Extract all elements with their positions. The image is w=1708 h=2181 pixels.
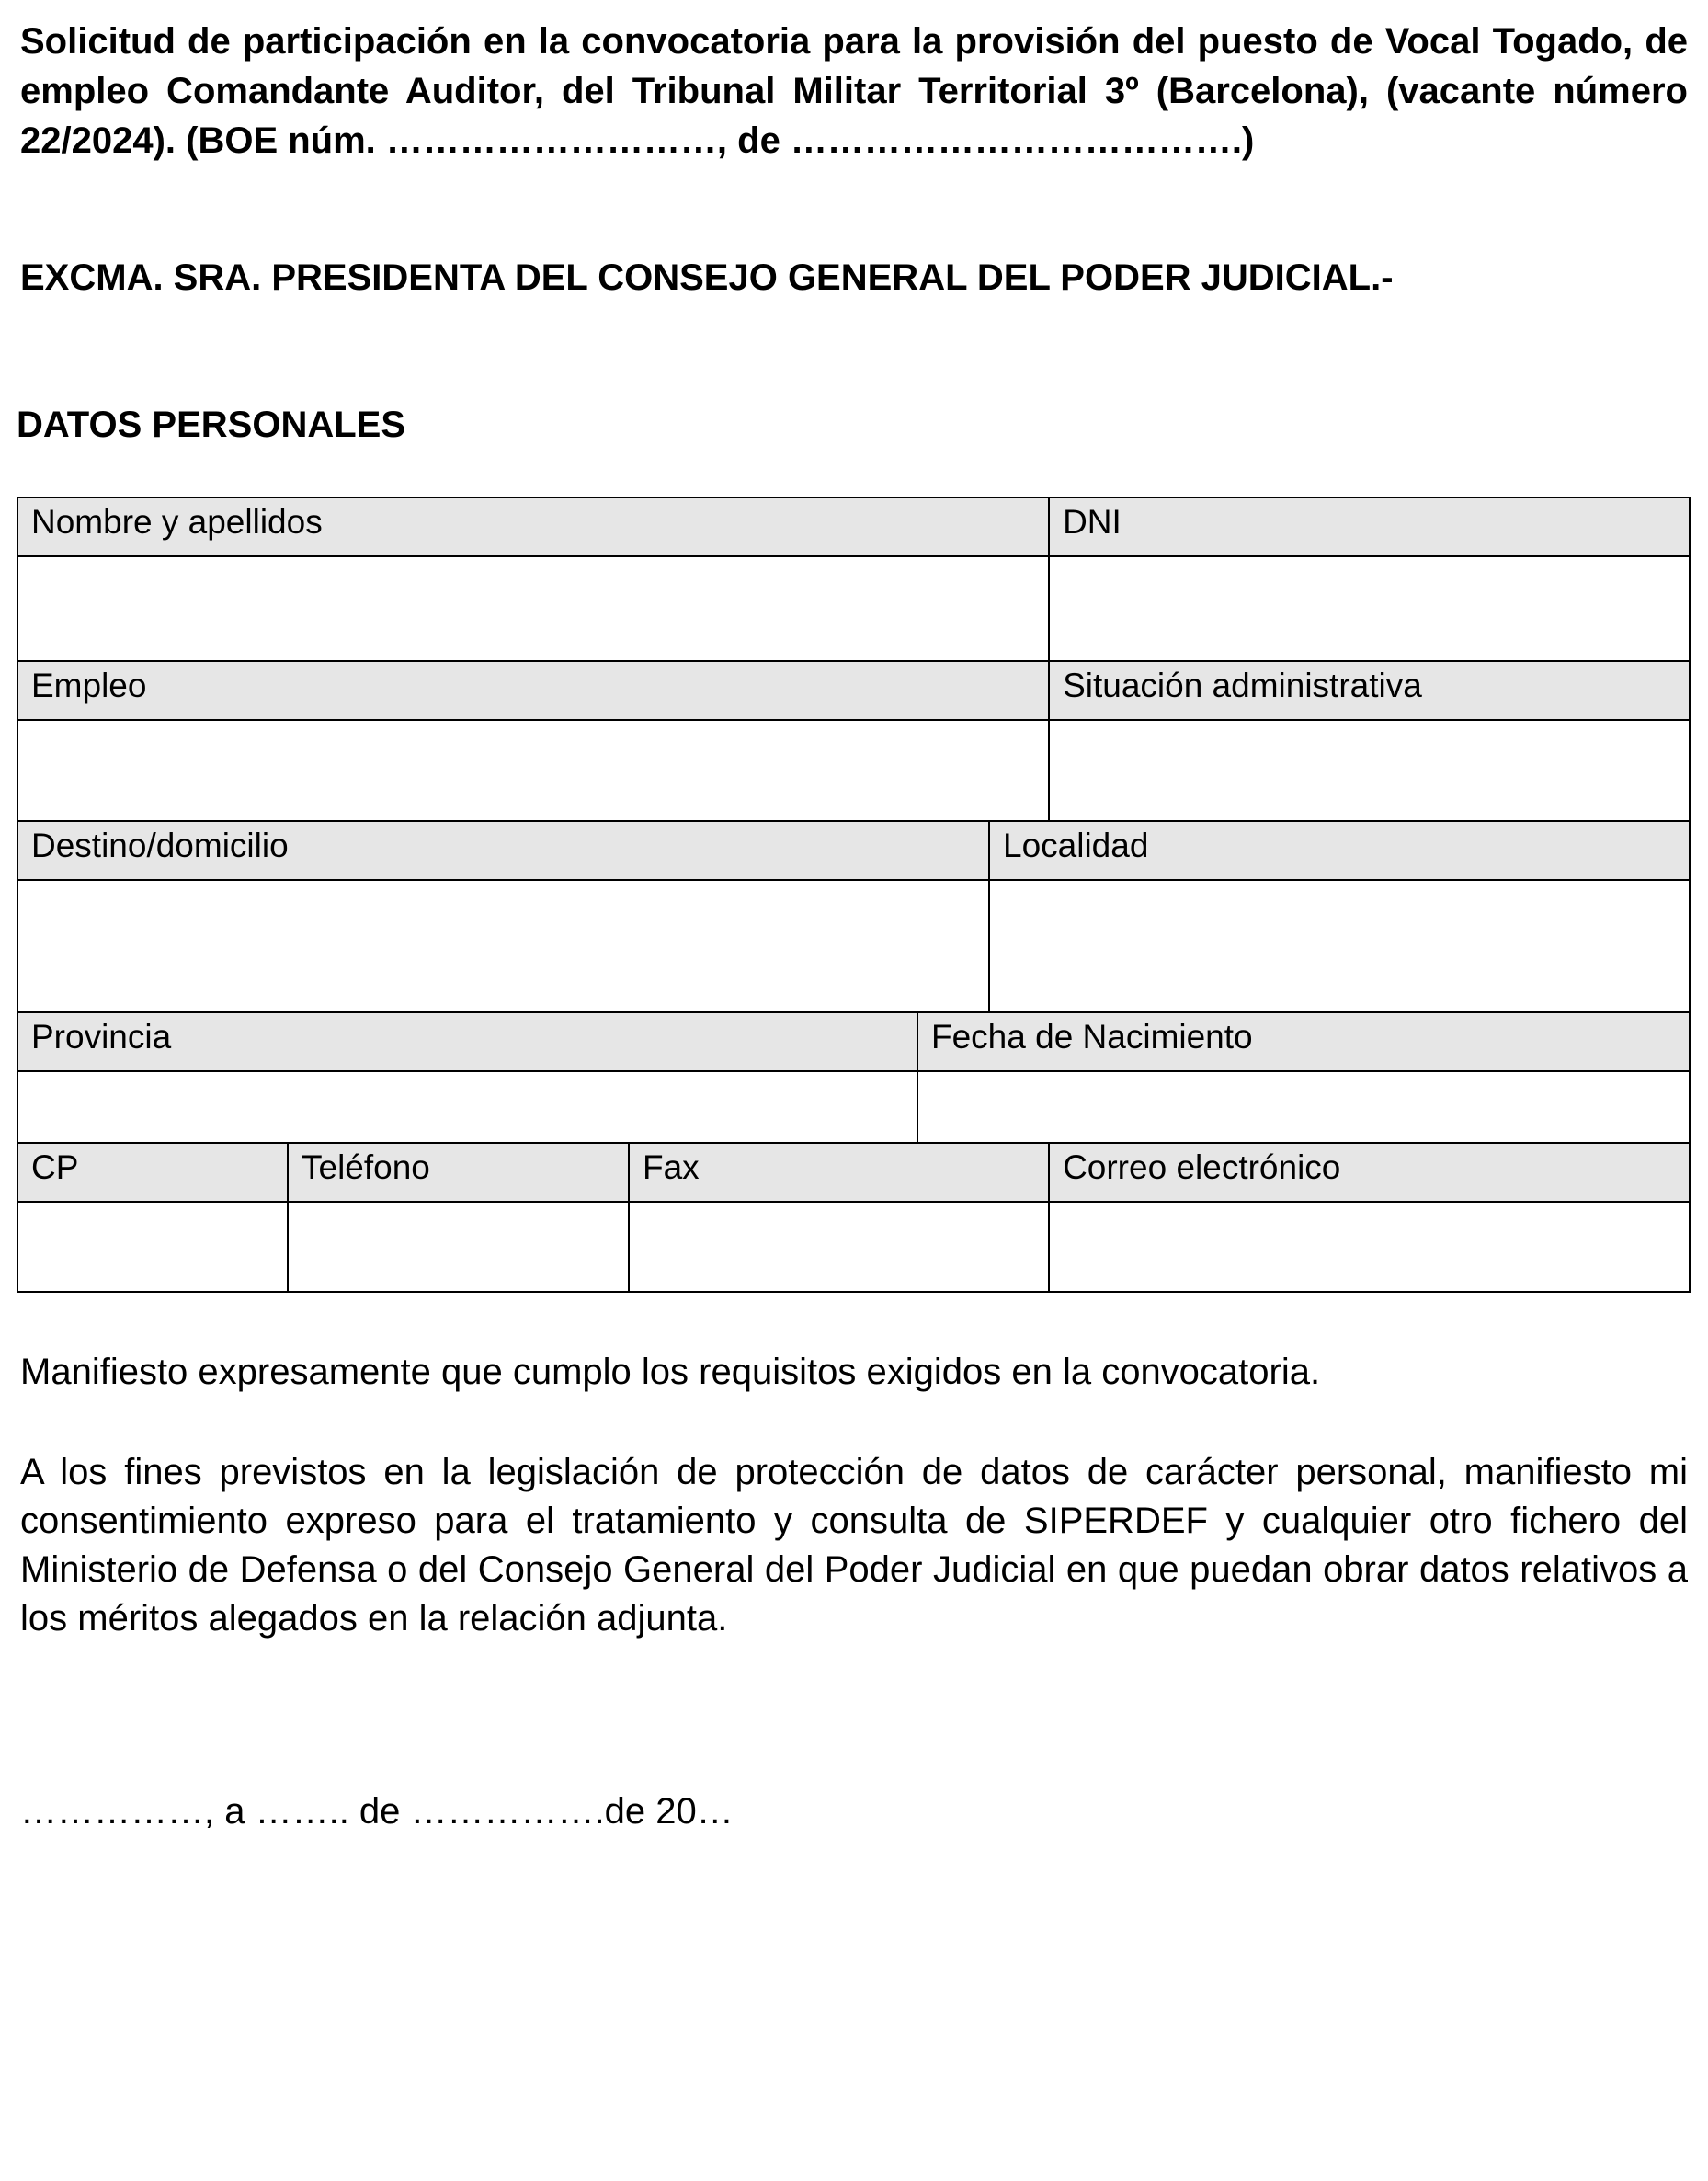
field-fax[interactable]: [629, 1202, 1049, 1292]
personal-data-table: [17, 497, 1691, 1293]
field-destino[interactable]: [17, 880, 989, 1012]
label-dni: DNI: [1049, 497, 1690, 556]
field-fecha-nacimiento[interactable]: [917, 1071, 1690, 1143]
field-nombre[interactable]: [17, 556, 1049, 661]
label-fax: Fax: [629, 1143, 1049, 1202]
field-dni[interactable]: [1049, 556, 1690, 661]
label-situacion: Situación administrativa: [1049, 661, 1690, 720]
label-localidad: Localidad: [989, 821, 1690, 880]
field-situacion[interactable]: [1049, 720, 1690, 821]
label-provincia: Provincia: [17, 1012, 917, 1071]
label-empleo: Empleo: [17, 661, 1049, 720]
field-correo[interactable]: [1049, 1202, 1690, 1292]
label-destino: Destino/domicilio: [17, 821, 989, 880]
label-fecha-nacimiento: Fecha de Nacimiento: [917, 1012, 1690, 1071]
label-nombre: Nombre y apellidos: [17, 497, 1049, 556]
consent-paragraph: A los fines previstos en la legislación de protección de datos de carácter personal, manifiesto mi consentimiento expreso para el tratamiento y consulta de SIPERDEF y cualquier otro fichero del Ministerio de Defensa o del Consejo General del Poder Judicial en que puedan obrar datos relativos a los méritos alegados en la relación adjunta.: [20, 1452, 1688, 1639]
field-telefono[interactable]: [288, 1202, 629, 1292]
label-telefono: Teléfono: [288, 1143, 629, 1202]
field-localidad[interactable]: [989, 880, 1690, 1012]
field-provincia[interactable]: [17, 1071, 917, 1143]
label-correo: Correo electrónico: [1049, 1143, 1690, 1202]
label-cp: CP: [17, 1143, 288, 1202]
field-empleo[interactable]: [17, 720, 1049, 821]
requirements-statement: Manifiesto expresamente que cumplo los requisitos exigidos en la convocatoria.: [20, 1352, 1321, 1392]
addressee: EXCMA. SRA. PRESIDENTA DEL CONSEJO GENERAL DEL PODER JUDICIAL.-: [20, 257, 1394, 298]
date-line: ……………, a …….. de …………….de 20…: [20, 1791, 734, 1832]
field-cp[interactable]: [17, 1202, 288, 1292]
section-heading: DATOS PERSONALES: [17, 405, 406, 445]
document-title: Solicitud de participación en la convocatoria para la provisión del puesto de Vocal Togado, de empleo Comandante Auditor, del Tribunal Militar Territorial 3º (Barcelona), (vacante número 22/2024). (BOE núm. ………………………, de ……………………………….): [20, 21, 1688, 161]
